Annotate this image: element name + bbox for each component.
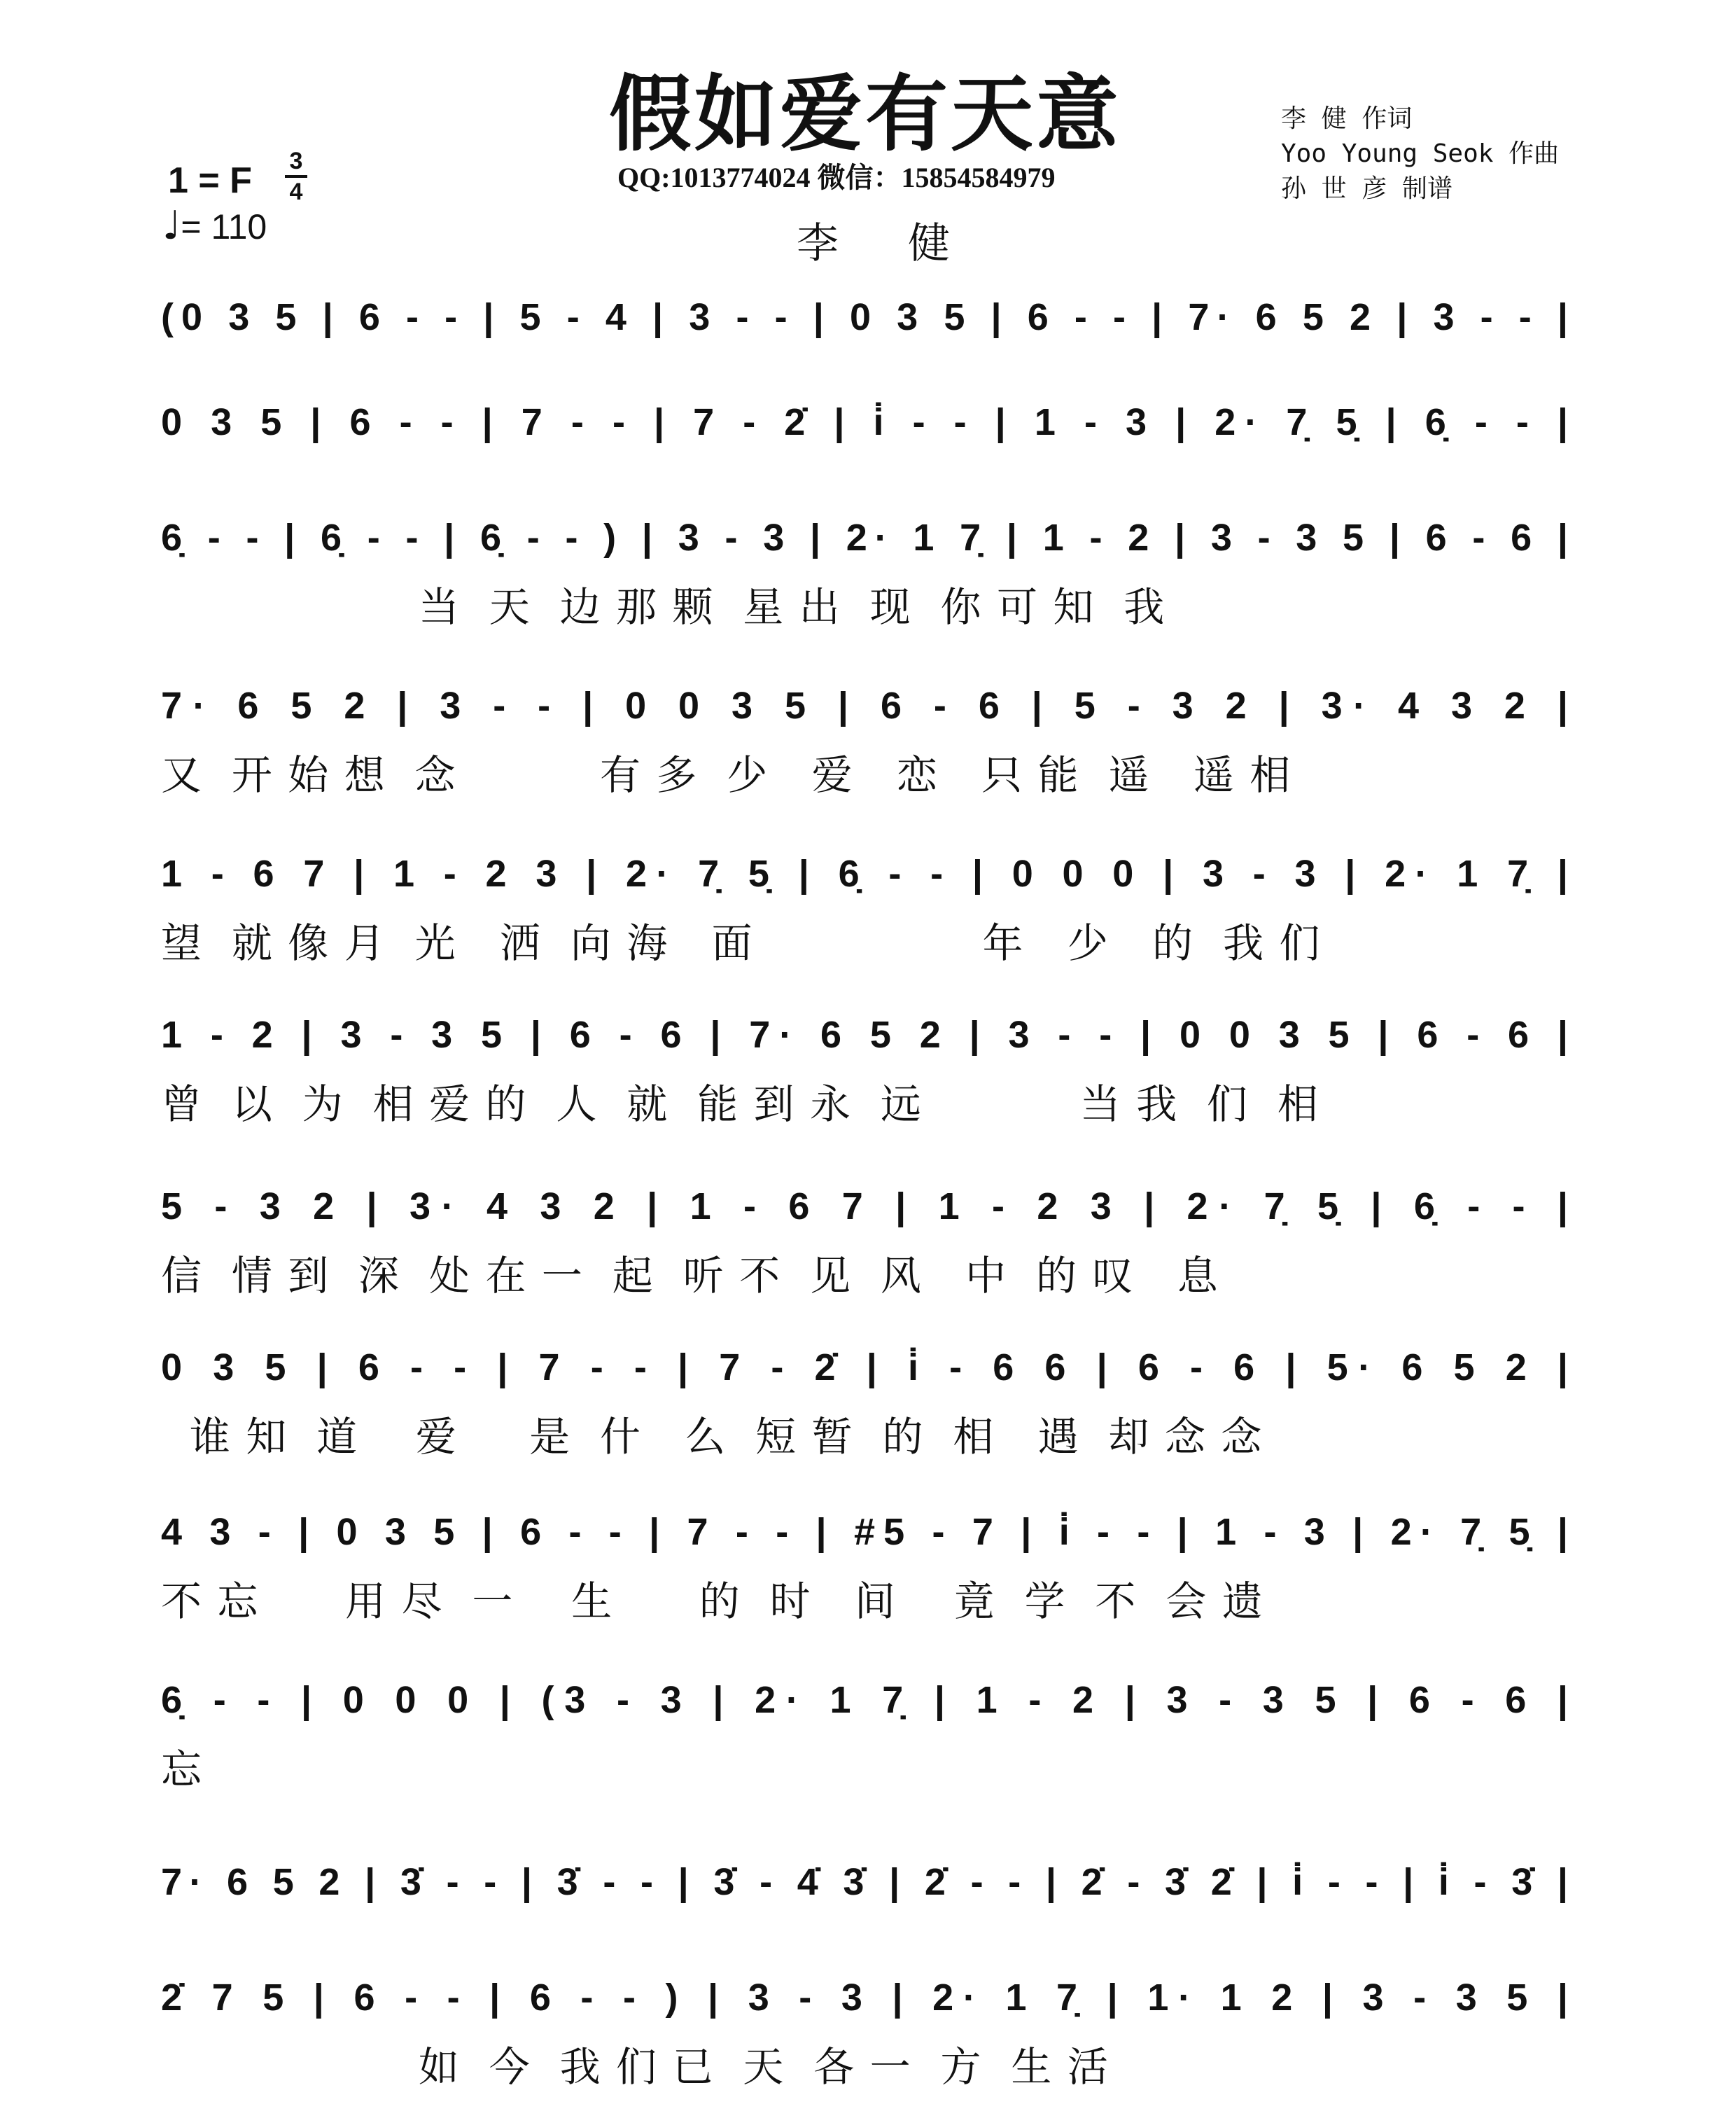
notes-line [161, 1666, 1582, 1729]
jianpu-notes: 4 3 - | 0 3 5 | 6 - - | 7 - - | #5 - 7 | i̇ - - | 1 - 3 | 2· 7̣ 5̣ | [161, 1511, 1568, 1553]
notes-svg [161, 672, 1582, 735]
jianpu-notes: 7· 6 5 2 | 3̇ - - | 3̇ - - | 3̇ - 4̇ 3̇ | 2̇ - - | 2̇ - 3̇ 2̇ | i̇ - - | i̇ - 3̇ | [161, 1861, 1568, 1903]
notes-line [161, 1001, 1582, 1064]
contact-info: QQ:1013774024 微信：15854584979 [617, 162, 1056, 193]
staff-row [161, 1173, 1582, 1313]
jianpu-notes: 1 - 6 7 | 1 - 2 3 | 2· 7̣ 5̣ | 6̣ - - | 0 0 0 | 3 - 3 | 2· 1 7̣ | [161, 853, 1568, 895]
jianpu-notes: 2̇ 7 5 | 6 - - | 6 - - ) | 3 - 3 | 2· 1 7̣ | 1· 1 2 | 3 - 3 5 | [161, 1977, 1568, 2019]
staff-row [161, 1666, 1582, 1806]
jianpu-notes: 5 - 3 2 | 3· 4 3 2 | 1 - 6 7 | 1 - 2 3 | 2· 7̣ 5̣ | 6̣ - - | [161, 1185, 1569, 1227]
lyrics-line: 当 天 边 那 颗 星 出 现 你 可 知 我 [161, 583, 1166, 631]
lyrics-line: 如 今 我 们 已 天 各 一 方 生 活 [161, 2043, 1110, 2091]
arranger-credit: 孙 世 彦 制谱 [1281, 174, 1453, 203]
notes-line [161, 1498, 1582, 1561]
jianpu-notes: 7· 6 5 2 | 3 - - | 0 0 3 5 | 6 - 6 | 5 - 3 2 | 3· 4 3 2 | [161, 685, 1569, 727]
lyrics-line: 又 开 始 想 念 有 多 少 爱 恋 只 能 遥 遥 相 [161, 751, 1292, 799]
staff-row [161, 672, 1582, 812]
notes-svg [161, 1334, 1582, 1397]
key-signature: 1 = F [168, 160, 252, 201]
time-signature-top: 3 [289, 148, 303, 174]
notes-line [161, 1334, 1582, 1397]
staff-row [161, 1334, 1582, 1474]
staff-row [161, 1001, 1582, 1141]
notes-svg [161, 1001, 1582, 1064]
notes-svg [161, 1964, 1582, 2027]
lyrics-line: 忘 [161, 1746, 204, 1793]
notes-svg [161, 1173, 1582, 1236]
notes-svg [161, 1498, 1582, 1561]
notes-svg [161, 840, 1582, 903]
singer-name: 李 健 [797, 219, 979, 268]
notes-line [161, 672, 1582, 735]
notes-line [161, 1964, 1582, 2027]
song-title: 假如爱有天意 [609, 65, 1122, 162]
notes-svg [161, 1666, 1582, 1729]
jianpu-notes: 0 3 5 | 6 - - | 7 - - | 7 - 2̇ | i̇ - 6 6 | 6 - 6 | 5· 6 5 2 | [161, 1346, 1568, 1388]
time-signature [282, 148, 310, 204]
staff-row [161, 1498, 1582, 1638]
staff-row [161, 1964, 1582, 2104]
jianpu-notes: 1 - 2 | 3 - 3 5 | 6 - 6 | 7· 6 5 2 | 3 - - | 0 0 3 5 | 6 - 6 | [161, 1014, 1569, 1056]
jianpu-notes: 6̣ - - | 0 0 0 | (3 - 3 | 2· 1 7̣ | 1 - 2 | 3 - 3 5 | 6 - 6 | [161, 1679, 1568, 1721]
lyrics-line: 谁 知 道 爱 是 什 么 短 暂 的 相 遇 却 念 念 [161, 1413, 1264, 1461]
notes-line [161, 389, 1582, 452]
notes-svg [161, 504, 1582, 567]
lyrics-line: 不 忘 用 尽 一 生 的 时 间 竟 学 不 会 遗 [161, 1577, 1264, 1625]
notes-svg [161, 389, 1582, 452]
quarter-note-icon: ♩ [162, 203, 181, 249]
credits-block [1281, 102, 1559, 207]
notes-line [161, 840, 1582, 903]
jianpu-notes: 6̣ - - | 6̣ - - | 6̣ - - ) | 3 - 3 | 2· 1 7̣ | 1 - 2 | 3 - 3 5 | 6 - 6 | [161, 517, 1569, 559]
staff-row [161, 504, 1582, 644]
notes-svg [161, 1848, 1582, 1911]
notes-line [161, 1173, 1582, 1236]
composer-credit: Yoo Young Seok 作曲 [1281, 139, 1560, 168]
tempo-marking [162, 203, 267, 249]
notes-line [161, 284, 1582, 347]
notes-line [161, 1848, 1582, 1911]
staff-row [161, 840, 1582, 980]
lyricist-credit: 李 健 作词 [1281, 104, 1413, 133]
jianpu-notes: (0 3 5 | 6 - - | 5 - 4 | 3 - - | 0 3 5 | 6 - - | 7· 6 5 2 | 3 - - | [161, 296, 1569, 338]
tempo-value: = 110 [181, 207, 267, 246]
time-signature-bottom: 4 [289, 179, 303, 205]
notes-svg [161, 284, 1582, 347]
lyrics-line: 曾 以 为 相 爱 的 人 就 能 到 永 远 当 我 们 相 [161, 1080, 1320, 1128]
jianpu-notes: 0 3 5 | 6 - - | 7 - - | 7 - 2̇ | i̇ - - | 1 - 3 | 2· 7̣ 5̣ | 6̣ - - | [161, 401, 1569, 443]
lyrics-line: 望 就 像 月 光 洒 向 海 面 年 少 的 我 们 [161, 919, 1322, 967]
lyrics-line: 信 情 到 深 处 在 一 起 听 不 见 风 中 的 叹 息 [161, 1252, 1219, 1300]
notes-line [161, 504, 1582, 567]
